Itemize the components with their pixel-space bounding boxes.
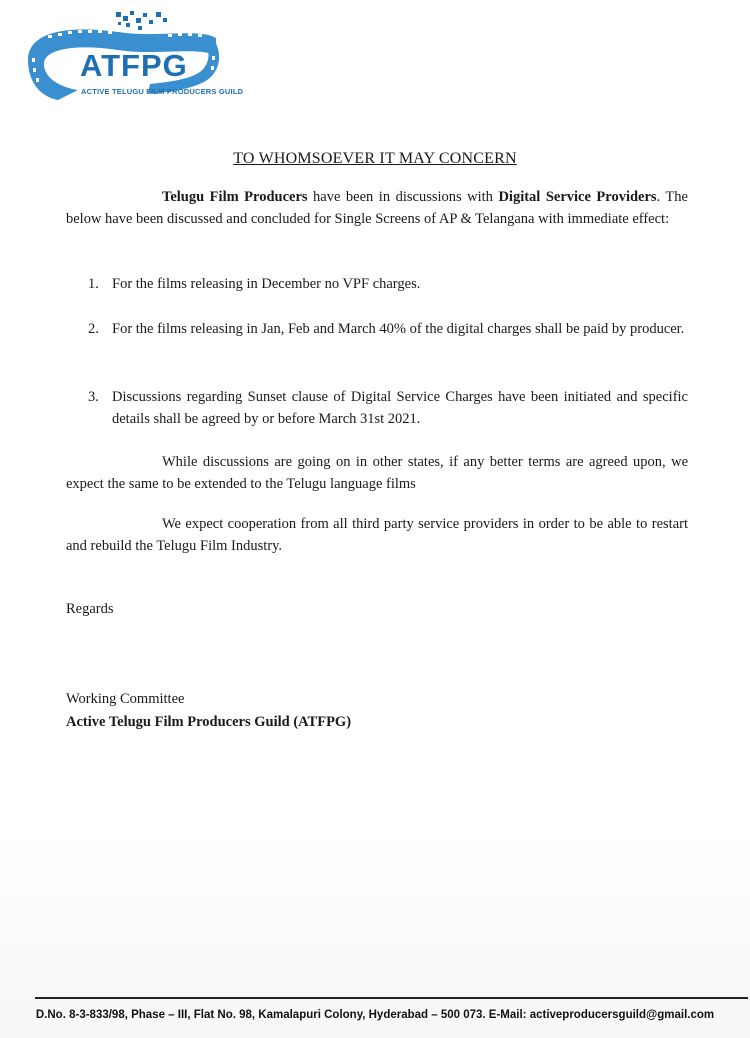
list-text: For the films releasing in December no VPF charges. [112,276,421,292]
list-number: 1. [88,276,99,292]
page-title: TO WHOMSOEVER IT MAY CONCERN [233,150,517,167]
list-number: 3. [88,389,99,405]
list-item [88,386,688,430]
list-number: 2. [88,321,99,337]
logo-subtitle: ACTIVE TELUGU FILM PRODUCERS GUILD [81,87,244,96]
intro-text-2: . The below have been discussed and concluded for Single Screens of AP & Telangana with immediate effect: [66,189,688,227]
discussions-paragraph: While discussions are going on in other states, if any better terms are agreed upon, we expect the same to be extended to the Telugu language films [66,454,688,492]
list-item [88,273,688,295]
footer-address: D.No. 8-3-833/98, Phase – III, Flat No. 98, Kamalapuri Colony, Hyderabad – 500 073. E-Mail: activeproducersguild@gmail.com [35,1009,715,1021]
atfpg-logo [18,8,244,104]
cooperation-paragraph: We expect cooperation from all third party service providers in order to be able to restart and rebuild the Telugu Film Industry. [66,516,688,554]
regards-text: Regards [66,601,114,617]
list-item [88,318,688,340]
intro-bold-providers: Digital Service Providers [498,189,657,205]
signature-committee: Working Committee [66,691,185,707]
intro-paragraph [66,186,688,230]
footer-divider [35,997,748,999]
list-text: For the films releasing in Jan, Feb and March 40% of the digital charges shall be paid by producer. [112,321,685,337]
list-text: Discussions regarding Sunset clause of Digital Service Charges have been initiated and specific details shall be agreed by or before March 31st 2021. [112,389,688,427]
logo-acronym: ATFPG [80,48,188,83]
signature-org: Active Telugu Film Producers Guild (ATFPG) [66,714,352,730]
intro-bold-producers: Telugu Film Producers [162,189,308,205]
intro-text-1: have been in discussions with [307,189,499,205]
